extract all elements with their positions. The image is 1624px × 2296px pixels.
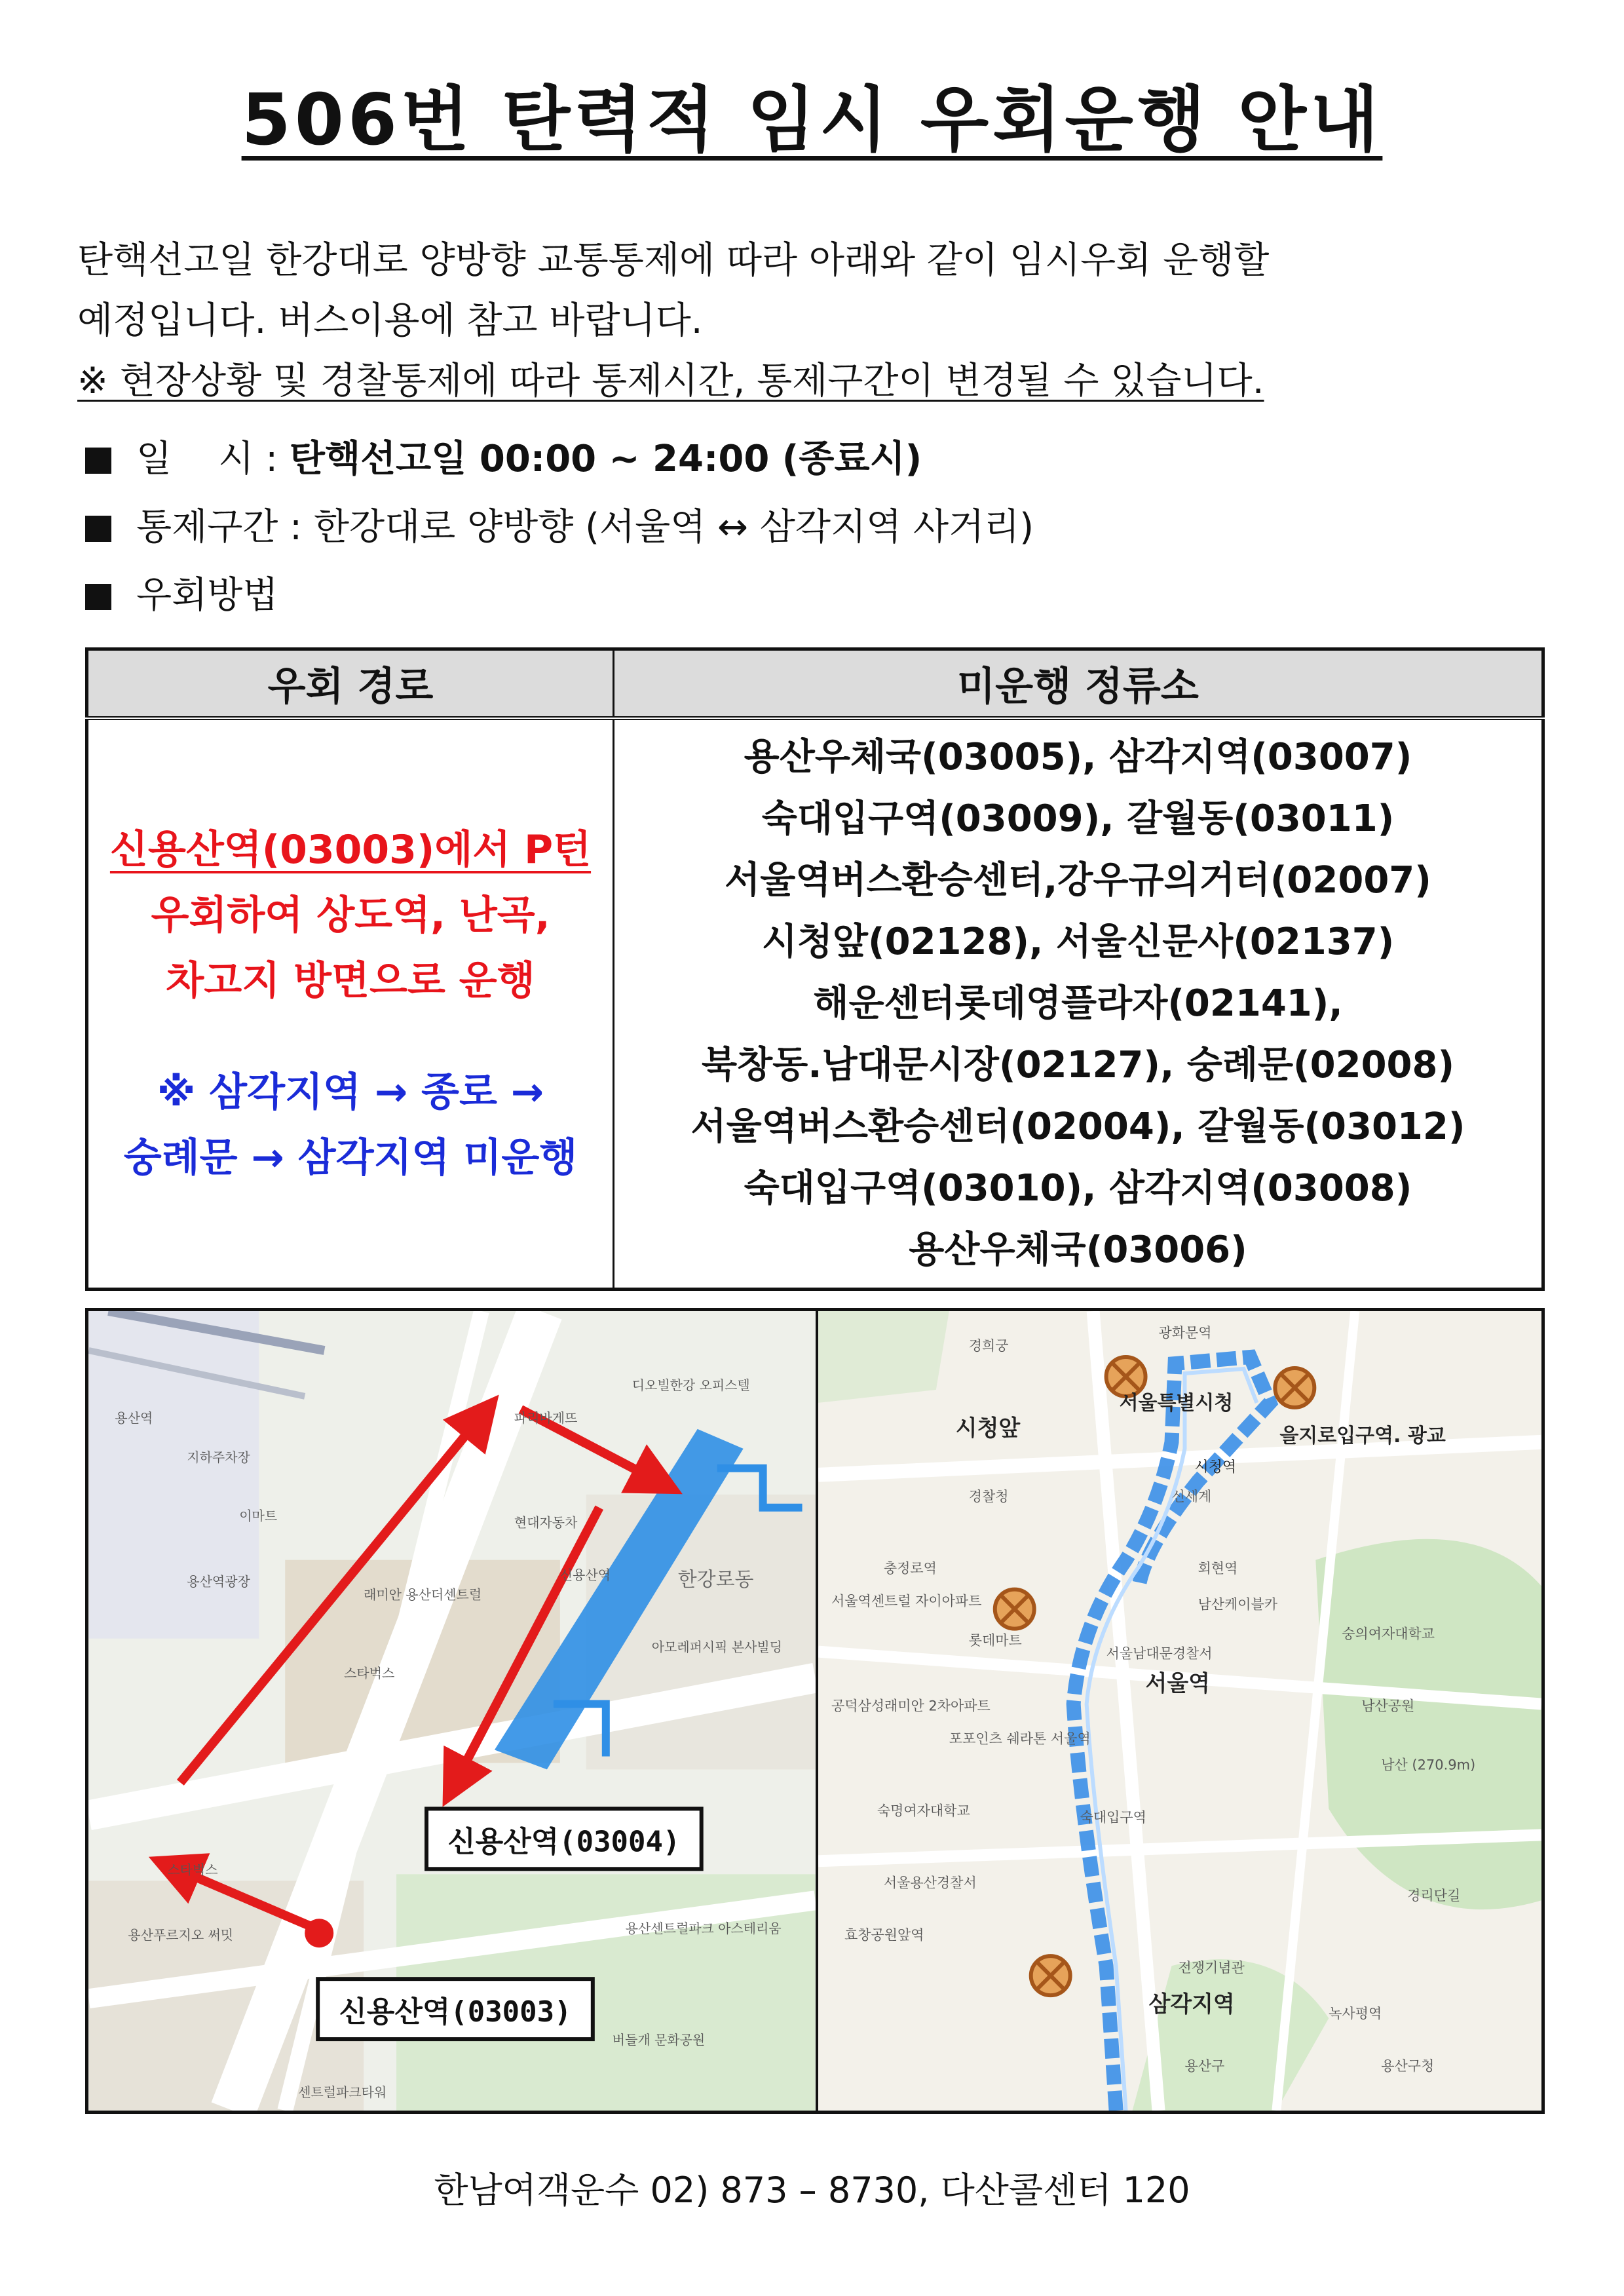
- svg-text:서울용산경찰서: 서울용산경찰서: [883, 1875, 977, 1891]
- svg-text:롯데마트: 롯데마트: [968, 1632, 1022, 1649]
- detour-table: [85, 647, 1545, 1291]
- svg-text:용산역: 용산역: [115, 1409, 153, 1426]
- stop-line: 해운센터롯데영플라자(02141),: [813, 982, 1343, 1025]
- svg-text:서울특별시청: 서울특별시청: [1119, 1391, 1234, 1415]
- svg-text:디오빌한강 오피스텔: 디오빌한강 오피스텔: [632, 1377, 750, 1393]
- time-value: 탄핵선고일 00:00 ~ 24:00 (종료시): [289, 438, 922, 480]
- svg-text:파리바게뜨: 파리바게뜨: [514, 1409, 578, 1426]
- map-panels: [85, 1308, 1545, 2114]
- stop-line: 숙대입구역(03009), 갈월동(03011): [761, 797, 1395, 840]
- svg-text:남산 (270.9m): 남산 (270.9m): [1381, 1757, 1476, 1773]
- route-note-1: ※ 삼각지역 → 종로 →: [157, 1069, 544, 1115]
- svg-text:숙명여자대학교: 숙명여자대학교: [877, 1803, 970, 1819]
- svg-text:버들개 문화공원: 버들개 문화공원: [612, 2032, 706, 2048]
- svg-text:경희궁: 경희궁: [968, 1337, 1009, 1354]
- stops-cell: [614, 718, 1543, 1290]
- svg-text:신용산역: 신용산역: [559, 1567, 611, 1583]
- svg-text:서울역센트럴 자이아파트: 서울역센트럴 자이아파트: [831, 1593, 982, 1609]
- header-route: 우회 경로: [87, 649, 614, 719]
- stop-line: 용산우체국(03005), 삼각지역(03007): [744, 736, 1412, 778]
- intro-note: ※ 현장상황 및 경찰통제에 따라 통제시간, 통제구간이 변경될 수 있습니다.: [77, 360, 1264, 402]
- label-seoul-station: 서울역: [1145, 1670, 1210, 1697]
- svg-text:아모레퍼시픽 본사빌딩: 아모레퍼시픽 본사빌딩: [651, 1639, 783, 1655]
- bullet-section: 통제구간 : 한강대로 양방향 (서울역 ↔ 삼각지역 사거리): [85, 498, 1034, 550]
- svg-text:숙대입구역: 숙대입구역: [1080, 1809, 1146, 1826]
- svg-text:시청역: 시청역: [1194, 1459, 1237, 1476]
- svg-text:광화문역: 광화문역: [1158, 1325, 1212, 1341]
- svg-text:회현역: 회현역: [1198, 1560, 1238, 1577]
- svg-text:용산푸르지오 써밋: 용산푸르지오 써밋: [128, 1927, 234, 1943]
- intro-line-2: 예정입니다. 버스이용에 참고 바랍니다.: [77, 299, 703, 342]
- svg-text:한강로동: 한강로동: [677, 1568, 754, 1592]
- svg-text:스타벅스: 스타벅스: [167, 1862, 218, 1878]
- route-line-3: 차고지 방면으로 운행: [166, 958, 535, 1004]
- label-samgakji: 삼각지역: [1148, 1991, 1235, 2018]
- page-title: 506번 탄력적 임시 우회운행 안내: [241, 79, 1383, 161]
- route-line-2: 우회하여 상도역, 난곡,: [151, 892, 550, 938]
- map-right: [818, 1311, 1541, 2111]
- svg-text:서울남대문경찰서: 서울남대문경찰서: [1106, 1645, 1213, 1662]
- stop-line: 북창동.남대문시장(02127), 숭례문(02008): [701, 1044, 1455, 1086]
- route-line-1: 신용산역(03003)에서 P턴: [109, 827, 592, 873]
- svg-text:경찰청: 경찰청: [968, 1488, 1009, 1504]
- stop-line: 숙대입구역(03010), 삼각지역(03008): [744, 1167, 1412, 1210]
- svg-text:용산센트럴파크 아스테리움: 용산센트럴파크 아스테리움: [625, 1921, 782, 1937]
- svg-text:공덕삼성래미안 2차아파트: 공덕삼성래미안 2차아파트: [831, 1698, 991, 1714]
- square-bullet-icon: [85, 584, 111, 610]
- svg-text:신세계: 신세계: [1171, 1488, 1212, 1504]
- footer-contact: 한남여객운수 02) 873 – 8730, 다산콜센터 120: [434, 2170, 1190, 2211]
- map-left: [88, 1311, 818, 2111]
- intro-line-1: 탄핵선고일 한강대로 양방향 교통통제에 따라 아래와 같이 임시우회 운행할: [77, 239, 1270, 282]
- label-euljiro: 을지로입구역. 광교: [1279, 1424, 1446, 1447]
- svg-text:남산공원: 남산공원: [1361, 1698, 1415, 1714]
- bullet-method: 우회방법: [85, 566, 278, 619]
- svg-text:센트럴파크타워: 센트럴파크타워: [298, 2084, 387, 2101]
- svg-text:경리단길: 경리단길: [1407, 1888, 1461, 1904]
- square-bullet-icon: [85, 448, 111, 474]
- map-right-drawing: [818, 1311, 1541, 2111]
- label-city-hall: 시청앞: [955, 1415, 1021, 1442]
- square-bullet-icon: [85, 516, 111, 542]
- svg-text:남산케이블카: 남산케이블카: [1198, 1596, 1278, 1613]
- svg-text:충정로역: 충정로역: [883, 1560, 937, 1577]
- svg-text:래미안 용산더센트럴: 래미안 용산더센트럴: [364, 1586, 482, 1603]
- svg-text:용산구청: 용산구청: [1381, 2058, 1435, 2075]
- stop-line: 용산우체국(03006): [909, 1229, 1247, 1271]
- intro-text: [77, 231, 1551, 411]
- section-value: 한강대로 양방향 (서울역 ↔ 삼각지역 사거리): [313, 506, 1034, 548]
- svg-text:숭의여자대학교: 숭의여자대학교: [1342, 1626, 1435, 1642]
- stop-line: 시청앞(02128), 서울신문사(02137): [761, 921, 1395, 963]
- map-left-drawing: [88, 1311, 816, 2111]
- stop-label-03004: 신용산역(03004): [447, 1825, 681, 1859]
- route-cell: [87, 718, 614, 1290]
- stop-line: 서울역버스환승센터(02004), 갈월동(03012): [690, 1105, 1465, 1148]
- svg-text:용산구: 용산구: [1184, 2058, 1225, 2075]
- svg-text:용산역광장: 용산역광장: [187, 1573, 250, 1590]
- svg-text:전쟁기념관: 전쟁기념관: [1178, 1960, 1245, 1976]
- svg-text:스타벅스: 스타벅스: [344, 1665, 395, 1681]
- svg-text:효창공원앞역: 효창공원앞역: [844, 1927, 924, 1943]
- svg-text:포포인츠 쉐라톤 서울역: 포포인츠 쉐라톤 서울역: [949, 1731, 1091, 1747]
- svg-text:현대자동차: 현대자동차: [514, 1514, 578, 1531]
- stop-line: 서울역버스환승센터,강우규의거터(02007): [725, 859, 1431, 902]
- bullet-time: 일 시 : 탄핵선고일 00:00 ~ 24:00 (종료시): [85, 430, 922, 482]
- route-note-2: 숭례문 → 삼각지역 미운행: [123, 1135, 578, 1181]
- svg-text:지하주차장: 지하주차장: [187, 1449, 250, 1465]
- svg-text:녹사평역: 녹사평역: [1329, 2006, 1382, 2022]
- header-stops: 미운행 정류소: [614, 649, 1543, 719]
- stop-label-03003: 신용산역(03003): [339, 1995, 572, 2029]
- svg-text:이마트: 이마트: [239, 1508, 278, 1524]
